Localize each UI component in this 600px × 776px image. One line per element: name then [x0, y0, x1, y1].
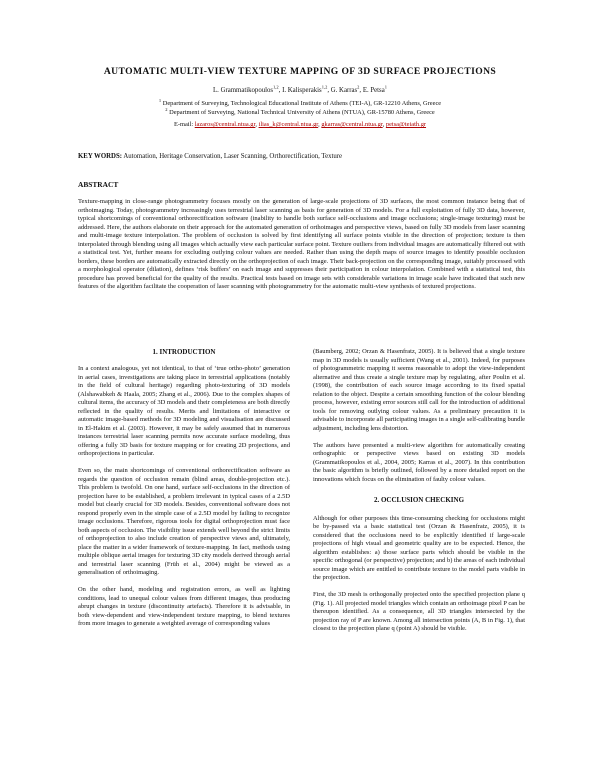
email-link[interactable]: gkarras@central.ntua.gr — [321, 121, 383, 128]
abstract-text: Texture-mapping in close-range photogrammetry focuses mostly on the generation of large-scale projections of 3D surfaces, the most common instance being that of orthoimaging. Today, photogrammetry increasingly uses terrestrial laser scanning as basis for generation of 3D models. For a full exploitation of fully 3D data, however, typical shortcomings of conventional orthorectification software (inability to handle both surface self-occlusions and image occlusions; single-image texturing) must be addressed. Here, the authors elaborate on their approach for the automated generation of orthoimages and perspective views, based on fully 3D models from laser scanning and multi-image texture interpolation. The problem of occlusion is solved by first identifying all surface points visible in the direction of projection; texture is then interpolated through blending using all images which actually view each particular surface point. Texture outliers from individual images are automatically filtered out with a statistical test. Yet, further means for excluding outlying colour values are needed. Rather than using the depth maps of source images to identify possible occlusion borders, these borders are automatically extracted directly on the orthoprojection of each image. Their back-projection on the corresponding image, suitably processed with a morphological operator (dilation), defines ‘risk buffers’ on each image and suppresses their participation in colour interpolation. Combined with a statistical test, this procedure has proved beneficial for the quality of the results. Practical tests based on image sets with considerable variations in image scale have indicated that such new features of the algorithm facilitate the cooperation of laser scanning with photogrammetry for the automatic multi-view synthesis of textured projections. — [78, 198, 525, 291]
email-link[interactable]: ilias_k@central.ntua.gr — [258, 121, 319, 128]
occlusion-paragraph: First, the 3D mesh is orthogonally projected onto the specified projection plane q (Fig. 1). All projected model triangles which contain an orthoimage pixel P can be thereupon identified. As a consequence, all 3D triangles intersected by the projection ray of P are known. Among all intersection points (A, B in Fig. 1), that closest to the projection plane q (point A) should be visible. — [313, 591, 525, 632]
email-link[interactable]: petsa@teiath.gr — [385, 121, 427, 128]
intro-paragraph: Even so, the main shortcomings of conventional orthorectification software as regards the question of occlusion remain (blind areas, double-projection etc.). This problem is twofold. On one hand, surface self-occlusions in the direction of projection have to be established, a problem irrelevant in typical cases of a 2.5D model but clearly crucial for 3D models. Besides, conventional software does not respond properly even in the simple case of a 2.5D model by failing to recognize image occlusions. Therefore, rigorous tools for digital orthoprojection must face both aspects of occlusion. The visibility issue extends well beyond the strict limits of orthoprojection to also include creation of perspective views and, ultimately, place the matter in a wider framework of texture-mapping. In fact, methods using multiple oblique aerial images for texturing 3D city models derived through aerial and terrestrial laser scanning (Früh et al., 2004) might be viewed as a generalisation of orthoimaging. — [78, 467, 290, 576]
affiliation-2: $^2$ Department of Surveying, National Technical University of Athens (NTUA), GR-15780 Athens, Greece — [165, 106, 435, 116]
affiliation-1: $^1$ Department of Surveying, Technological Educational Institute of Athens (TEI-A), GR-12210 Athens, Greece — [158, 97, 442, 107]
abstract-heading: ABSTRACT — [78, 180, 119, 189]
right-column — [313, 348, 525, 642]
occlusion-heading: 2. OCCLUSION CHECKING — [373, 496, 465, 504]
occlusion-paragraph: Although for other purposes this time-consuming checking for occlusions might be by-passed via a basic statistical test (Orzan & Hasenfratz, 2005), it is considered that the occlusions need to be explicitly identified if large-scale projections of high visual and geometric quality are to be expected. Hence, the algorithm establishes: a) those surface parts which should be visible in the specific orthogonal (or perspective) projection; and b) the areas of each individual source image which are entitled to contribute texture to the model parts visible in the projection. — [313, 514, 525, 581]
email-line: E-mail: lazaros@central.ntua.gr, ilias_k@central.ntua.gr, gkarras@central.ntua.gr, petsa@teiath.gr — [173, 121, 427, 128]
author-list: L. Grammatikopoulos$^{1,2}$, I. Kalisperakis$^{1,2}$, G. Karras$^2$, E. Petsa$^1$ — [213, 84, 387, 94]
paper-title: AUTOMATIC MULTI-VIEW TEXTURE MAPPING OF 3D SURFACE PROJECTIONS — [103, 66, 497, 77]
intro-paragraph: The authors have presented a multi-view algorithm for automatically creating orthographic or perspective views based on existing 3D models (Grammatikopoulos et al., 2004, 2005; Karras et al., 2007). In this contribution the basic algorithm is briefly outlined, followed by a more detailed report on the innovations which focus on the elimination of faulty colour values. — [313, 441, 525, 483]
intro-paragraph: In a context analogous, yet not identical, to that of ‘true ortho-photo’ generation in aerial cases, investigations are taking place in terrestrial applications (notably in the field of cultural heritage) regarding photo-texturing of 3D models (Alshawabkeh & Haala, 2005; Zhang et al., 2006). Due to the complex shapes of cultural items, the accuracy of 3D models and their completeness are both directly reflected in the quality of results. Merits and limitations of interactive or automatic image-based methods for 3D modeling and visualisation are discussed in El-Hakim et al. (2003). However, it may be safely assumed that in numerous instances terrestrial laser scanning permits now accurate surface modeling, thus offering a fully 3D basis for texture mapping or for creating 2D projections, and orthoprojections in particular. — [78, 365, 290, 457]
intro-heading: 1. INTRODUCTION — [152, 348, 216, 356]
intro-paragraph: (Baumberg, 2002; Orzan & Hasenfratz, 2005). It is believed that a single texture map in 3D models is usually sufficient (Wang et al., 2001). Indeed, for purposes of photogrammetric mapping it seems reasonable to adopt the view-independent alternative and thus create a single texture map by regulating, after Poulin et al. (1998), the contribution of each source image according to its fixed spatial relation to the object. Despite a certain smoothing function of the colour blending process, however, existing error sources still call for the introduction of additional tools for removing outlying colour values. As a preliminary precaution it is advisable to incorporate all participating images in a single self-calibrating bundle adjustment, including lens distortion. — [313, 348, 525, 432]
left-column — [78, 365, 290, 637]
email-link[interactable]: lazaros@central.ntua.gr — [194, 121, 256, 128]
keywords: KEY WORDS: Automation, Heritage Conservation, Laser Scanning, Orthorectification, Texture — [78, 153, 343, 160]
intro-paragraph: On the other hand, modeling and registration errors, as well as lighting conditions, lead to unequal colour values from different images, thus producing abrupt changes in texture (discontinuity artefacts). Therefore it is advisable, in both view-dependent and view-independent texture mapping, to blend textures from more images to generate a weighted average of corresponding values — [78, 586, 290, 627]
